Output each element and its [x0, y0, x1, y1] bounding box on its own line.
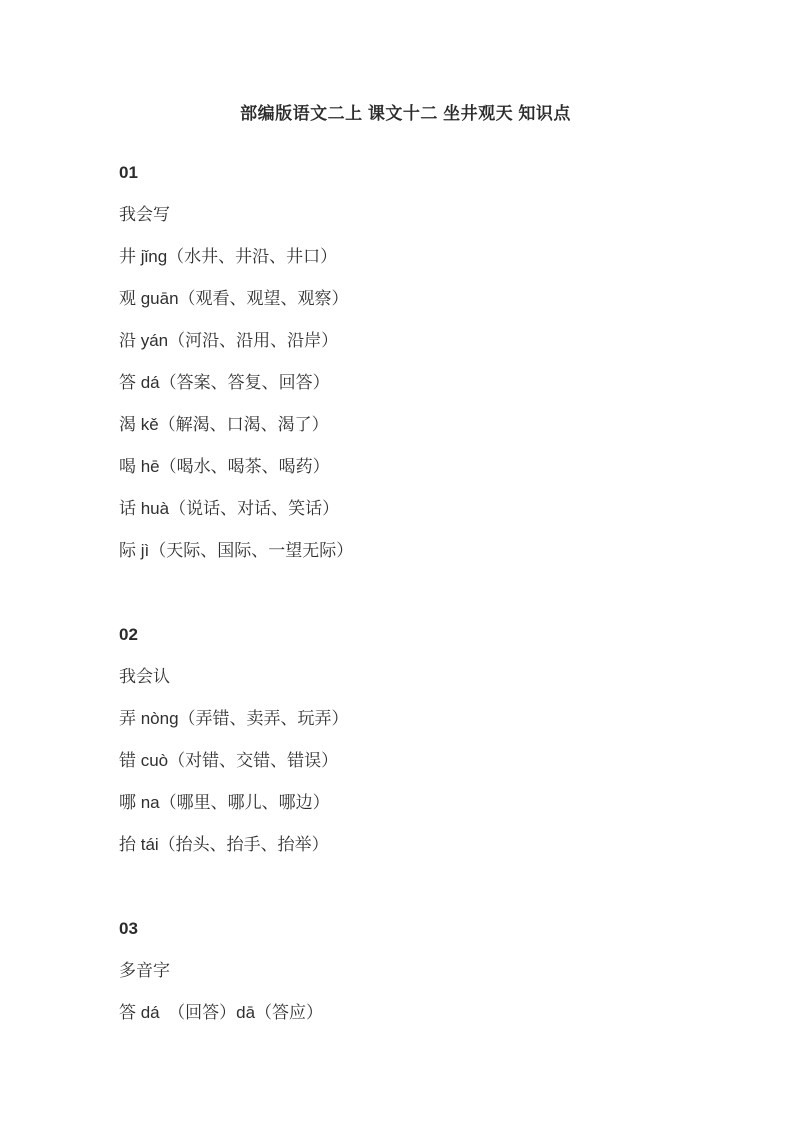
word-entry: 沿 yán（河沿、沿用、沿岸） [119, 331, 339, 350]
word-entry: 答 dá （回答）dā（答应） [119, 1003, 324, 1022]
section-03-number: 03 [119, 919, 138, 938]
word-entry: 际 jì（天际、国际、一望无际） [119, 541, 354, 560]
word-entry: 观 guān（观看、观望、观察） [119, 289, 349, 308]
word-entry: 答 dá（答案、答复、回答） [119, 373, 330, 392]
word-entry: 喝 hē（喝水、喝茶、喝药） [119, 457, 330, 476]
word-entry: 弄 nòng（弄错、卖弄、玩弄） [119, 709, 349, 728]
section-03-heading: 多音字 [119, 961, 170, 980]
word-entry: 话 huà（说话、对话、笑话） [119, 499, 340, 518]
word-entry: 渴 kě（解渴、口渴、渴了） [119, 415, 329, 434]
page-title: 部编版语文二上 课文十二 坐井观天 知识点 [240, 104, 571, 123]
section-01-heading: 我会写 [119, 205, 170, 224]
word-entry: 错 cuò（对错、交错、错误） [119, 751, 339, 770]
word-entry: 井 jǐng（水井、井沿、井口） [119, 247, 338, 266]
word-entry: 抬 tái（抬头、抬手、抬举） [119, 835, 329, 854]
section-01-number: 01 [119, 163, 138, 182]
section-02-number: 02 [119, 625, 138, 644]
section-02-heading: 我会认 [119, 667, 170, 686]
word-entry: 哪 na（哪里、哪儿、哪边） [119, 793, 330, 812]
